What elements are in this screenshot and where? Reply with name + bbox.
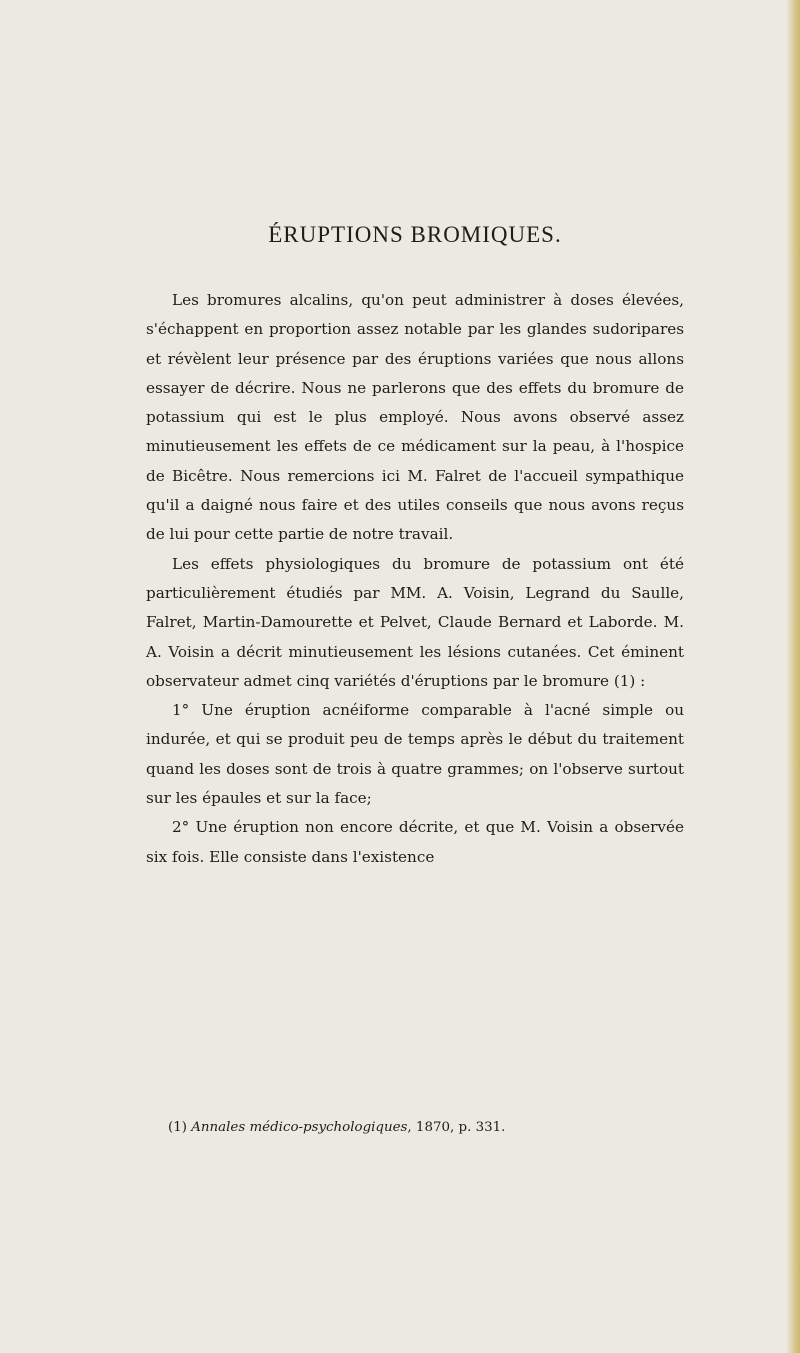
page-edge-shadow — [786, 0, 800, 1353]
footnote-source: Annales médico-psychologiques — [191, 1120, 408, 1135]
footnote-details: , 1870, p. 331. — [407, 1120, 506, 1135]
paragraph-effects: Les effets physiologiques du bromure de potassium ont été particulièrement étudiés par MM. A. Voisin, Legrand du Saulle, Falret, Martin-Damourette et Pelvet, Claude Bernard et Laborde. M. A. Voisin a décrit minutieusement les lésions cutanées. Cet éminent observateur admet cinq variétés d'éruptions par le bromure (1) : — [146, 554, 684, 690]
page-body — [146, 222, 684, 872]
paragraph-variety-2: 2° Une éruption non encore décrite, et que M. Voisin a observée six fois. Elle consiste dans l'existence — [146, 818, 684, 866]
paragraph-variety-1: 1° Une éruption acnéiforme comparable à l'acné simple ou indurée, et qui se produit peu de temps après le début du traitement quand les doses sont de trois à quatre grammes; on l'observe surtout sur les épaules et sur la face; — [146, 701, 684, 808]
footnote-marker: (1) — [168, 1120, 187, 1135]
footnote — [168, 1120, 505, 1135]
paragraph-intro: Les bromures alcalins, qu'on peut administrer à doses élevées, s'échappent en proportion assez notable par les glandes sudoripares et révèlent leur présence par des éruptions variées que nous allons essayer de décrire. Nous ne parlerons que des effets du bromure de potassium qui est le plus employé. Nous avons observé assez minutieusement les effets de ce médicament sur la peau, à l'hospice de Bicêtre. Nous remercions ici M. Falret de l'accueil sympathique qu'il a daigné nous faire et des utiles conseils que nous avons reçus de lui pour cette partie de notre travail. — [146, 291, 684, 544]
chapter-title: ÉRUPTIONS BROMIQUES. — [268, 222, 562, 247]
